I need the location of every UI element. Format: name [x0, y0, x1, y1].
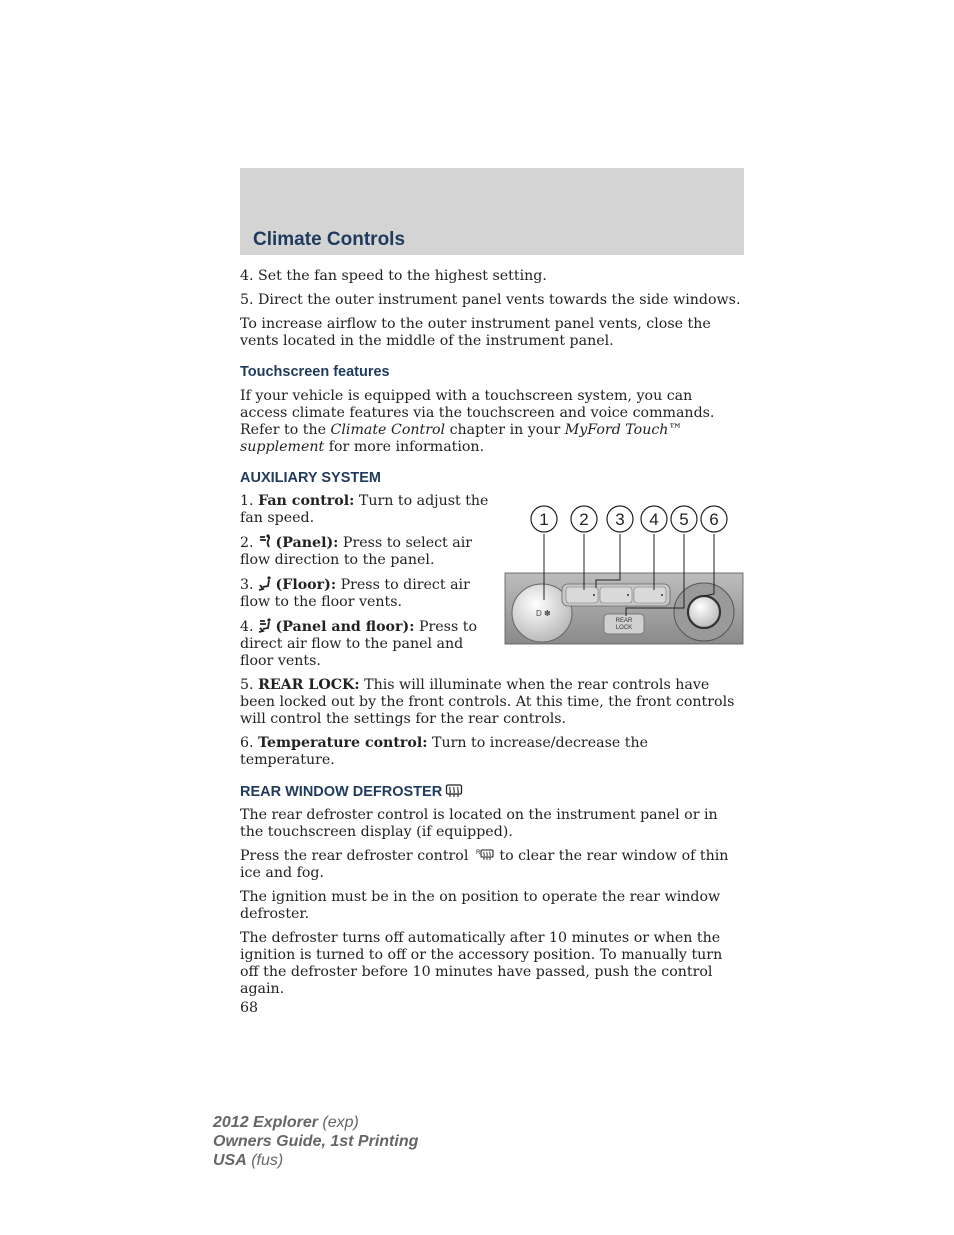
airflow-paragraph: To increase airflow to the outer instrument panel vents, close the vents located in the middle of the instrument panel. — [240, 316, 711, 349]
rear-lock-label-2: LOCK — [615, 625, 633, 631]
rear-lock-button — [604, 614, 644, 634]
defroster-p3: The ignition must be in the on position to operate the rear window defroster. — [240, 889, 721, 922]
callout-line-3 — [596, 534, 620, 588]
floor-indicator — [627, 594, 629, 596]
step-4: 4. Set the fan speed to the highest setting. — [240, 268, 547, 284]
aux-item-4: 4. (Panel and floor): Press to direct air flow to the panel and floor vents. — [240, 619, 478, 669]
temperature-knob-ring — [688, 596, 720, 628]
rear-lock-label-1: REAR — [615, 618, 633, 624]
panel-indicator — [593, 594, 595, 596]
footer-line-1: 2012 Explorer (exp) — [213, 1114, 359, 1131]
footer-line-3: USA (fus) — [213, 1152, 284, 1169]
callout-4: 4 — [649, 510, 659, 529]
callout-2: 2 — [579, 510, 589, 529]
defroster-heading: REAR WINDOW DEFROSTER — [240, 783, 744, 801]
defroster-p4: The defroster turns off automatically after 10 minutes or when the ignition is turned to off or the accessory position. To manually turn off the defroster before 10 minutes have passed, push the control again. — [240, 930, 723, 997]
callout-3: 3 — [615, 510, 625, 529]
auxiliary-heading: AUXILIARY SYSTEM — [240, 470, 381, 486]
floor-vent-icon — [257, 576, 273, 592]
aux-item-1: 1. Fan control: Turn to adjust the fan speed. — [240, 493, 489, 526]
rear-defrost-icon-small — [476, 849, 492, 865]
svg-text:R: R — [475, 850, 481, 856]
aux-item-3: 3. (Floor): Press to direct air flow to the floor vents. — [240, 577, 470, 610]
page-title: Climate Controls — [253, 229, 406, 250]
fan-knob-marking: D ✽ — [536, 609, 551, 618]
page-number: 68 — [240, 1000, 259, 1016]
defroster-p1: The rear defroster control is located on the instrument panel or in the touchscreen display (if equipped). — [240, 807, 718, 840]
callout-6: 6 — [709, 510, 719, 529]
defroster-p2: Press the rear defroster control R to clear the rear window of thin ice and fog. — [240, 848, 729, 881]
panel-floor-vent-icon — [257, 618, 273, 634]
auxiliary-control-figure — [504, 500, 744, 646]
footer-line-2: Owners Guide, 1st Printing — [213, 1133, 419, 1150]
panel-vent-icon — [257, 534, 273, 550]
aux-item-6: 6. Temperature control: Turn to increase/decrease the temperature. — [240, 735, 648, 768]
step-5: 5. Direct the outer instrument panel vents towards the side windows. — [240, 292, 741, 308]
header-band — [240, 168, 744, 255]
callout-1: 1 — [539, 510, 549, 529]
aux-item-2: 2. (Panel): Press to select air flow direction to the panel. — [240, 535, 473, 568]
touchscreen-heading: Touchscreen features — [240, 364, 390, 380]
callout-5: 5 — [679, 510, 689, 529]
footer — [213, 1113, 418, 1170]
aux-item-5: 5. REAR LOCK: This will illuminate when the rear controls have been locked out by the front controls. At this time, the front controls will control the settings for the rear controls. — [240, 677, 735, 727]
panel-floor-indicator — [661, 594, 663, 596]
touchscreen-paragraph: If your vehicle is equipped with a touchscreen system, you can access climate features via the touchscreen and voice commands. Refer to the Climate Control chapter in your MyFord Touch™ supplement for more information. — [240, 388, 715, 455]
rear-defrost-icon — [445, 783, 461, 799]
